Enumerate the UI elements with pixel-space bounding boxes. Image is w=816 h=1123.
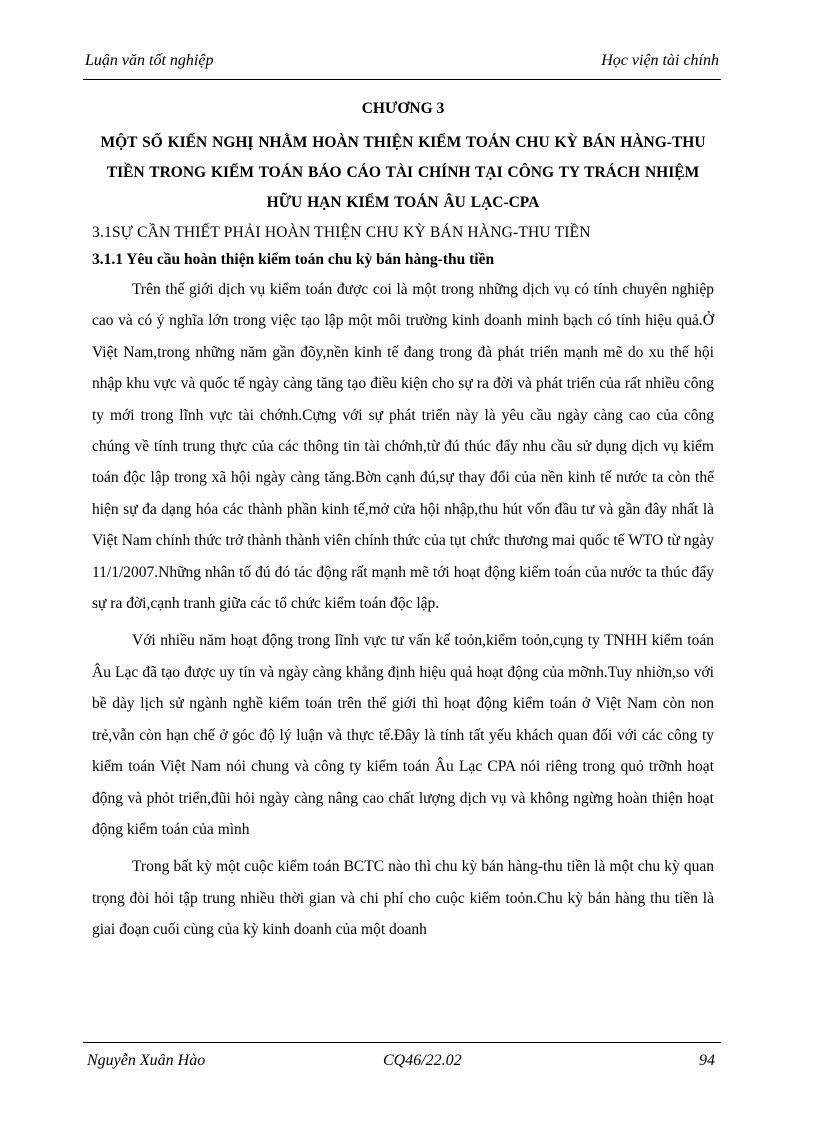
footer-class-code: CQ46/22.02 — [383, 1052, 462, 1069]
body-paragraph-3: Trong bất kỳ một cuộc kiểm toán BCTC nào thì chu kỳ bán hàng-thu tiền là một chu kỳ quan trọng đòi hỏi tập trung nhiều thời gian và chi phí cho cuộc kiểm toỏn.Chu kỳ bán hàng thu tiền là giai đoạn cuối cùng của kỳ kinh doanh của một doanh — [92, 858, 714, 939]
page-header — [83, 50, 721, 78]
chapter-title: MỘT SỐ KIẾN NGHỊ NHẰM HOÀN THIỆN KIỂM TOÁN CHU KỲ BÁN HÀNG-THU TIỀN TRONG KIỂM TOÁN BÁO CÁO TÀI CHÍNH TẠI CÔNG TY TRÁCH NHIỆM HỮU HẠN KIỂM TOÁN ÂU LẠC-CPA — [100, 134, 706, 211]
chapter-number: CHƯƠNG 3 — [361, 100, 445, 117]
subsection-heading: 3.1.1 Yêu cầu hoàn thiện kiểm toán chu kỳ bán hàng-thu tiền — [92, 251, 495, 268]
header-institution-label: Học viện tài chính — [601, 52, 719, 69]
body-paragraph-2: Với nhiều năm hoạt động trong lĩnh vực tư vấn kế toỏn,kiểm toỏn,cụng ty TNHH kiểm toán Âu Lạc đã tạo được uy tín và ngày càng khẳng định hiệu quả hoạt động của mỡnh.Tuy nhiờn,so với bề dày lịch sử ngành nghề kiểm toán trên thế giới thì hoạt động kiểm toán ở Việt Nam còn non trẻ,vẫn còn hạn chế ở góc độ lý luận và thực tế.Đây là tính tất yếu khách quan đối với các công ty kiểm toán Việt Nam nói chung và công ty kiểm toán Âu Lạc CPA nói riêng trong quỏ trỡnh hoạt động và phỏt triển,đũi hỏi ngày càng nâng cao chất lượng dịch vụ và không ngừng hoàn thiện hoạt động kiểm toán của mình — [92, 632, 714, 838]
footer-divider — [83, 1042, 721, 1043]
section-heading: 3.1SỰ CẦN THIẾT PHẢI HOÀN THIỆN CHU KỲ BÁN HÀNG-THU TIỀN — [92, 224, 591, 241]
page-footer — [83, 1050, 721, 1074]
footer-author: Nguyễn Xuân Hào — [87, 1052, 206, 1069]
header-divider — [83, 79, 721, 80]
page-body — [92, 100, 714, 952]
header-thesis-label: Luận văn tốt nghiệp — [85, 52, 214, 69]
body-paragraph-1: Trên thế giới dịch vụ kiểm toán được coi là một trong những dịch vụ có tính chuyên nghiệp cao và có ý nghĩa lớn trong việc tạo lập một môi trường kinh doanh minh bạch có tính hiệu quả.Ở Việt Nam,trong những năm gần đõy,nền kinh tế đang trong đà phát triển mạnh mẽ do xu thế hội nhập khu vực và quốc tế ngày càng tăng tạo điều kiện cho sự ra đời và phát triển của rất nhiều công ty mới trong lĩnh vực tài chớnh.Cựng với sự phát triển này là yêu cầu ngày càng cao của công chúng về tính trung thực của các thông tin tài chớnh,từ đú thúc đẩy nhu cầu sử dụng dịch vụ kiểm toán độc lập trong xã hội ngày càng tăng.Bờn cạnh đú,sự thay đổi của nền kinh tế nước ta còn thể hiện sự đa dạng hóa các thành phần kinh tế,mở cửa hội nhập,thu hút vốn đầu tư và gần đây nhất là Việt Nam chính thức trở thành thành viên chính thức của tụt chức thương mai quốc tế WTO từ ngày 11/1/2007.Những nhân tố đú đó tác động rất mạnh mẽ tới hoạt động kiểm toán của nước ta thúc đẩy sự ra đời,cạnh tranh giữa các tổ chức kiểm toán độc lập. — [92, 281, 714, 613]
page-number: 94 — [699, 1052, 715, 1069]
